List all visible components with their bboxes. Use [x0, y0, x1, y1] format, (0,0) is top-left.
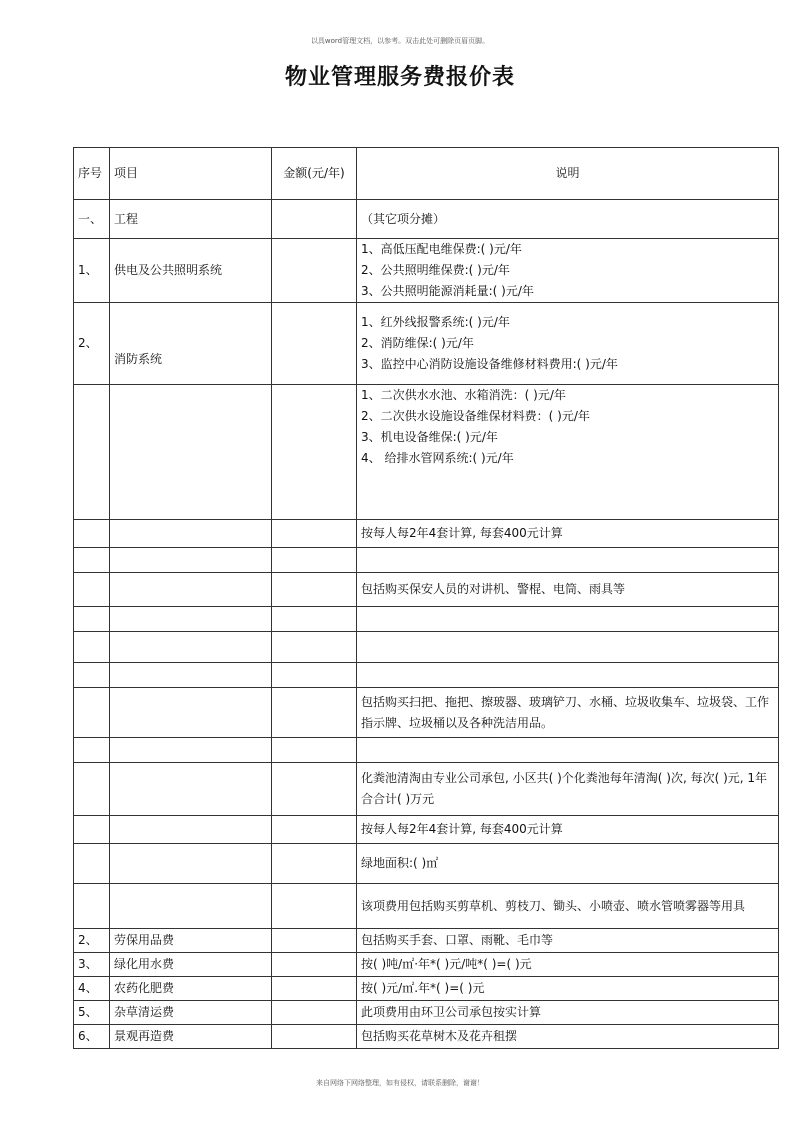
table-row	[74, 1025, 779, 1049]
cell-amount	[272, 738, 357, 763]
cell-desc	[357, 929, 779, 953]
cell-desc	[357, 977, 779, 1001]
cell-amount	[272, 303, 357, 385]
table-body	[74, 200, 779, 1049]
cell-seq	[74, 520, 110, 548]
header-desc: 说明	[357, 148, 779, 200]
cell-seq	[74, 816, 110, 844]
cell-amount	[272, 520, 357, 548]
cell-seq: 3、	[74, 953, 110, 977]
cell-desc	[357, 884, 779, 929]
cell-item: 农药化肥费	[110, 977, 272, 1001]
desc-line: 此项费用由环卫公司承包按实计算	[361, 1005, 542, 1019]
cell-desc	[357, 239, 779, 303]
cell-item	[110, 738, 272, 763]
cell-seq: 2、	[74, 929, 110, 953]
table-row	[74, 1001, 779, 1025]
cell-item	[110, 385, 272, 520]
cell-desc	[357, 763, 779, 816]
cell-desc	[357, 816, 779, 844]
table-row	[74, 816, 779, 844]
cell-amount	[272, 884, 357, 929]
desc-line: 4、 给排水管网系统:( )元/年	[361, 451, 514, 465]
cell-amount	[272, 929, 357, 953]
cell-seq: 5、	[74, 1001, 110, 1025]
desc-line: 2、消防维保:( )元/年	[361, 336, 474, 350]
table-row	[74, 688, 779, 738]
cell-desc	[357, 1025, 779, 1049]
cell-seq	[74, 385, 110, 520]
table-row	[74, 303, 779, 385]
cell-desc	[357, 738, 779, 763]
desc-line: 3、机电设备维保:( )元/年	[361, 430, 498, 444]
cell-desc	[357, 573, 779, 607]
cell-desc	[357, 663, 779, 688]
cell-item	[110, 520, 272, 548]
cell-desc	[357, 953, 779, 977]
cell-item	[110, 688, 272, 738]
desc-line: 1、红外线报警系统:( )元/年	[361, 315, 510, 329]
cell-item	[110, 607, 272, 632]
cell-seq	[74, 884, 110, 929]
cell-amount	[272, 200, 357, 239]
cell-amount	[272, 1025, 357, 1049]
cell-amount	[272, 844, 357, 884]
cell-item	[110, 816, 272, 844]
footer-note: 来自网络下网络整理，如有侵权，请联系删除，谢谢！	[316, 1079, 484, 1087]
desc-line: 按每人每2年4套计算, 每套400元计算	[361, 822, 563, 836]
cell-seq: 4、	[74, 977, 110, 1001]
cell-amount	[272, 548, 357, 573]
cell-amount	[272, 953, 357, 977]
table-row	[74, 548, 779, 573]
table-row	[74, 738, 779, 763]
desc-line: 绿地面积:( )㎡	[361, 856, 439, 870]
cell-seq	[74, 763, 110, 816]
desc-line: 1、二次供水水池、水箱消洗：( )元/年	[361, 388, 566, 402]
cell-desc	[357, 520, 779, 548]
cell-desc	[357, 548, 779, 573]
desc-line: 包括购买保安人员的对讲机、警棍、电筒、雨具等	[361, 582, 626, 596]
cell-desc	[357, 385, 779, 520]
cell-item	[110, 548, 272, 573]
cell-amount	[272, 977, 357, 1001]
cell-desc	[357, 688, 779, 738]
cell-item	[110, 573, 272, 607]
cell-item: 工程	[110, 200, 272, 239]
desc-line: 按( )元/㎡.年*( )=( )元	[361, 981, 485, 995]
cell-seq	[74, 632, 110, 663]
cell-seq	[74, 607, 110, 632]
header-item: 项目	[110, 148, 272, 200]
table-row	[74, 200, 779, 239]
cell-seq: 1、	[74, 239, 110, 303]
cell-amount	[272, 573, 357, 607]
cell-seq: 6、	[74, 1025, 110, 1049]
quote-table	[73, 147, 779, 1049]
desc-line: 2、公共照明维保费:( )元/年	[361, 263, 510, 277]
table-row	[74, 385, 779, 520]
cell-item	[110, 663, 272, 688]
cell-item	[110, 763, 272, 816]
table-row	[74, 763, 779, 816]
table-row	[74, 953, 779, 977]
cell-item: 绿化用水费	[110, 953, 272, 977]
table-row	[74, 929, 779, 953]
header-amount: 金额(元/年)	[272, 148, 357, 200]
desc-line: 按每人每2年4套计算, 每套400元计算	[361, 526, 563, 540]
table-row	[74, 844, 779, 884]
cell-seq	[74, 738, 110, 763]
desc-line: 包括购买花草树木及花卉租摆	[361, 1029, 518, 1043]
cell-seq	[74, 573, 110, 607]
cell-item: 杂草清运费	[110, 1001, 272, 1025]
desc-line: 3、监控中心消防设施设备维修材料费用:( )元/年	[361, 357, 618, 371]
cell-item: 景观再造费	[110, 1025, 272, 1049]
desc-line: 2、二次供水设施设备维保材料费：( )元/年	[361, 409, 590, 423]
cell-desc	[357, 200, 779, 239]
table-header-row	[74, 148, 779, 200]
desc-line: 该项费用包括购买剪草机、剪枝刀、锄头、小喷壶、喷水管喷雾器等用具	[361, 898, 746, 913]
header-note: 以具word管理文档，以参考。双击此处可删除页眉页脚。	[310, 37, 490, 45]
cell-item: 劳保用品费	[110, 929, 272, 953]
cell-amount	[272, 688, 357, 738]
cell-desc	[357, 607, 779, 632]
cell-desc	[357, 632, 779, 663]
cell-seq: 2、	[74, 303, 110, 385]
table-row	[74, 573, 779, 607]
table-row	[74, 239, 779, 303]
desc-line: 1、高低压配电维保费:( )元/年	[361, 242, 522, 256]
desc-line: 包括购买扫把、拖把、擦玻器、玻璃铲刀、水桶、垃圾收集车、垃圾袋、工作指示牌、垃圾桶以及各种洗洁用品。	[361, 694, 770, 730]
desc-line: 3、公共照明能源消耗量:( )元/年	[361, 284, 534, 298]
table-row	[74, 884, 779, 929]
cell-amount	[272, 663, 357, 688]
cell-seq: 一、	[74, 200, 110, 239]
cell-amount	[272, 239, 357, 303]
desc-line: 包括购买手套、口罩、雨靴、毛巾等	[361, 933, 554, 947]
desc-line: （其它项分摊）	[361, 211, 446, 226]
cell-seq	[74, 688, 110, 738]
table-row	[74, 977, 779, 1001]
cell-seq	[74, 548, 110, 573]
table-row	[74, 663, 779, 688]
cell-amount	[272, 632, 357, 663]
cell-amount	[272, 1001, 357, 1025]
cell-amount	[272, 816, 357, 844]
cell-item	[110, 632, 272, 663]
header-seq: 序号	[74, 148, 110, 200]
cell-item: 供电及公共照明系统	[110, 239, 272, 303]
cell-amount	[272, 607, 357, 632]
table-row	[74, 520, 779, 548]
cell-desc	[357, 844, 779, 884]
cell-item: 消防系统	[110, 303, 272, 385]
desc-line: 按( )吨/㎡·年*( )元/吨*( )=( )元	[361, 957, 532, 971]
table-row	[74, 632, 779, 663]
page-title: 物业管理服务费报价表	[284, 65, 515, 90]
cell-item	[110, 884, 272, 929]
cell-seq	[74, 663, 110, 688]
cell-desc	[357, 1001, 779, 1025]
cell-amount	[272, 763, 357, 816]
cell-amount	[272, 385, 357, 520]
desc-line: 化粪池清淘由专业公司承包, 小区共( )个化粪池每年清淘( )次, 每次( )元, 1年合合计( )万元	[361, 771, 768, 806]
cell-desc	[357, 303, 779, 385]
table-row	[74, 607, 779, 632]
cell-seq	[74, 844, 110, 884]
cell-item	[110, 844, 272, 884]
